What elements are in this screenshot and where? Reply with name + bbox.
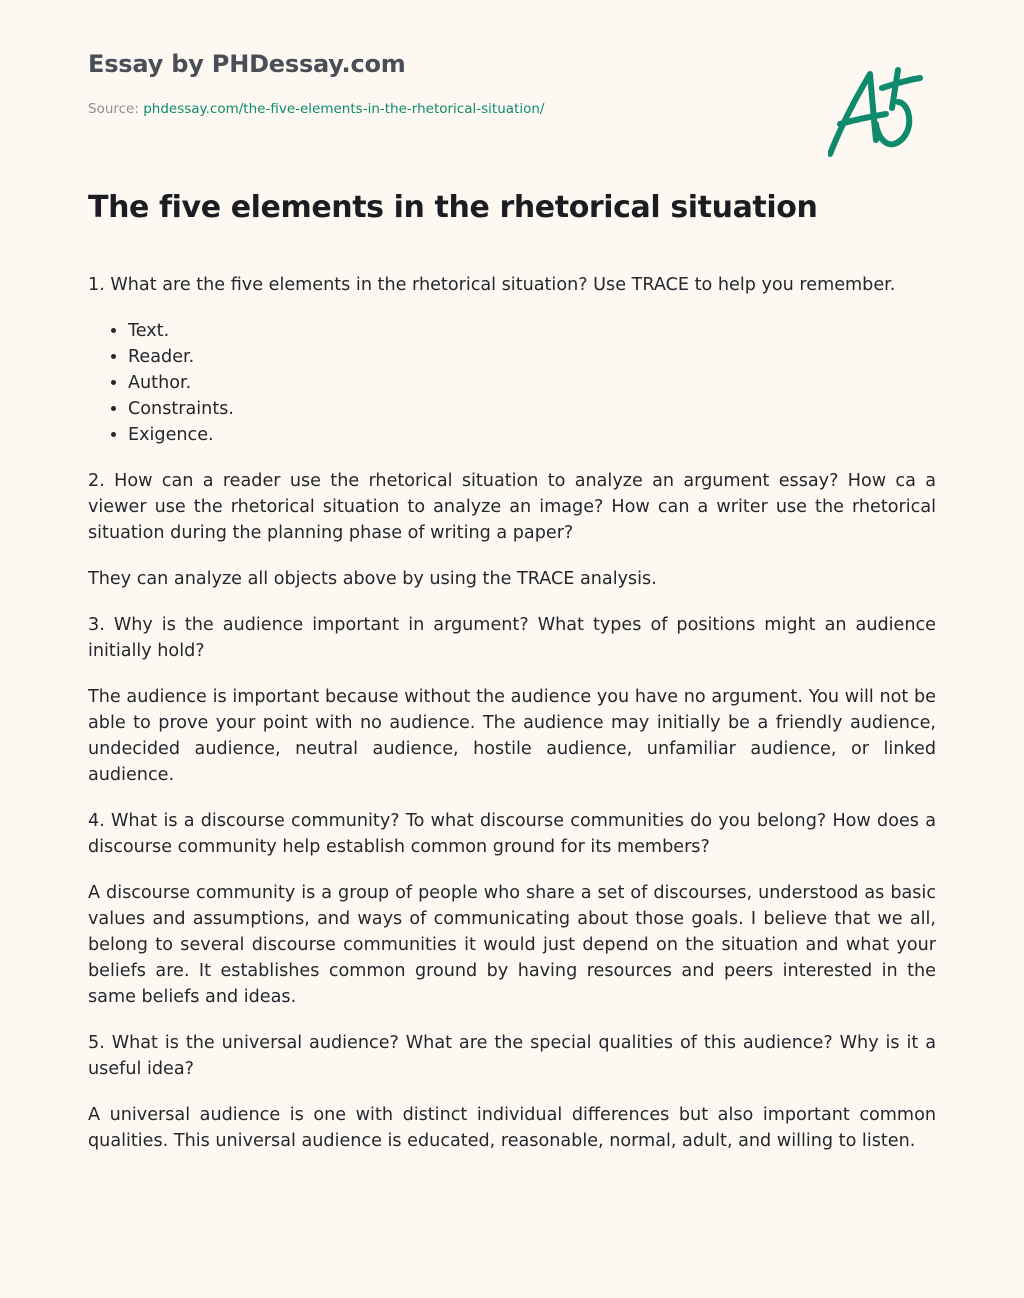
list-item: • Author. <box>128 370 936 396</box>
answer-5: A universal audience is one with distinct individual differences but also important common qualities. This universal audience is educated, reasonable, normal, adult, and willing to listen. <box>88 1105 936 1151</box>
list-item: • Text. <box>128 318 936 344</box>
source-link[interactable]: phdessay.com/the-five-elements-in-the-rhetorical-situation/ <box>143 101 545 117</box>
question-1: 1. What are the five elements in the rhetorical situation? Use TRACE to help you remember. <box>88 275 896 295</box>
list-item: • Constraints. <box>128 396 936 422</box>
answer-2: They can analyze all objects above by using the TRACE analysis. <box>88 569 657 589</box>
trace-list <box>88 318 936 448</box>
list-item: • Exigence. <box>128 422 936 448</box>
source-label: Source: <box>88 101 139 117</box>
question-3: 3. Why is the audience important in argument? What types of positions might an audience initially hold? <box>88 615 936 661</box>
answer-4: A discourse community is a group of people who share a set of discourses, understood as basic values and assumptions, and ways of communicating about those goals. I believe that we all, belong to several discourse communities it would just depend on the situation and what your beliefs are. It establishes common ground by having resources and peers interested in the same beliefs and ideas. <box>88 883 936 1007</box>
question-2: 2. How can a reader use the rhetorical situation to analyze an argument essay? How ca a viewer use the rhetorical situation to analyze an image? How can a writer use the rhetorical situation during the planning phase of writing a paper? <box>88 471 936 543</box>
answer-3: The audience is important because without the audience you have no argument. You will not be able to prove your point with no audience. The audience may initially be a friendly audience, undecided audience, neutral audience, hostile audience, unfamiliar audience, or linked audience. <box>88 687 936 785</box>
essay-title: The five elements in the rhetorical situation <box>88 190 818 225</box>
question-5: 5. What is the universal audience? What are the special qualities of this audience? Why is it a useful idea? <box>88 1033 936 1079</box>
site-brand[interactable]: Essay by PHDessay.com <box>88 50 406 78</box>
source-line <box>88 101 544 117</box>
list-item: • Reader. <box>128 344 936 370</box>
essay-body <box>88 272 936 1174</box>
a-plus-grade-icon <box>828 66 928 160</box>
question-4: 4. What is a discourse community? To what discourse communities do you belong? How does a discourse community help establish common ground for its members? <box>88 811 936 857</box>
